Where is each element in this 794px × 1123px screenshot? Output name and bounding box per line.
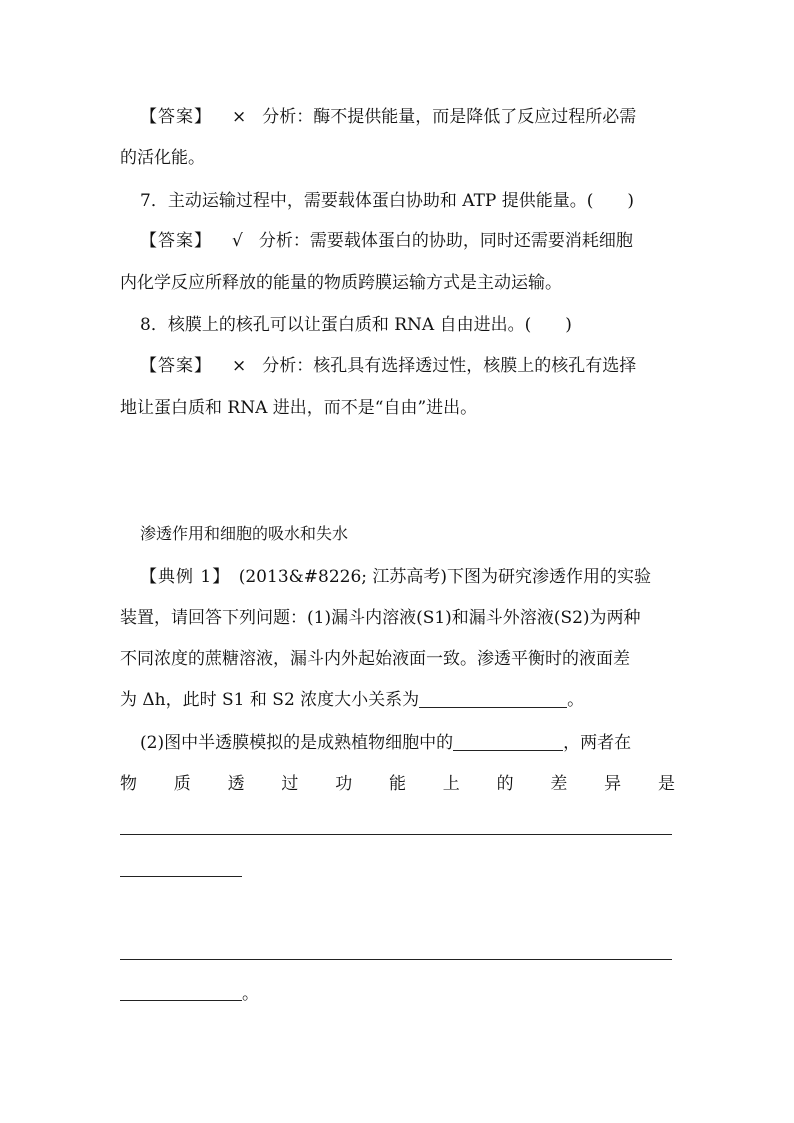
q6-answer-tag: 【答案】 xyxy=(140,107,212,127)
spread-char: 异 xyxy=(604,774,622,794)
spread-char: 的 xyxy=(496,774,514,794)
q7-answer-tag: 【答案】 xyxy=(140,231,212,251)
answer-blank-structure[interactable] xyxy=(453,732,563,751)
example-line2: 装置，请回答下列问题：(1)漏斗内溶液(S1)和漏斗外溶液(S2)为两种 xyxy=(120,608,641,628)
q6-analysis-line2: 的活化能。 xyxy=(120,148,205,168)
example-source: (2013&#8226; 江苏高考)下图为研究渗透作用的实验 xyxy=(221,567,652,587)
q8-analysis-line2: 地让蛋白质和 RNA 进出，而不是“自由”进出。 xyxy=(120,398,478,418)
example-line1 xyxy=(140,565,700,589)
q6-cross-mark: × xyxy=(232,107,247,127)
end-period: 。 xyxy=(242,984,259,1004)
q7-question: 7．主动运输过程中，需要载体蛋白协助和 ATP 提供能量。( ) xyxy=(140,191,635,211)
example-spread-line xyxy=(120,772,675,796)
q8-cross-mark: × xyxy=(232,356,247,376)
example-q2-prefix: (2)图中半透膜模拟的是成熟植物细胞中的 xyxy=(140,733,454,753)
q8-answer-line xyxy=(140,354,700,378)
q7-answer-line xyxy=(140,229,700,253)
q8-answer-tag: 【答案】 xyxy=(140,356,212,376)
example-line4-suffix: 。 xyxy=(567,690,585,710)
example-line4-prefix: 为 Δh，此时 S1 和 S2 浓度大小关系为 xyxy=(120,690,420,710)
example-q2-suffix: ，两者在 xyxy=(563,733,632,753)
spread-char: 过 xyxy=(281,774,299,794)
spread-char: 能 xyxy=(388,774,406,794)
section-title: 渗透作用和细胞的吸水和失水 xyxy=(140,524,349,543)
example-tag: 【典例 1】 xyxy=(140,567,222,587)
spread-char: 质 xyxy=(173,774,191,794)
answer-rule-4[interactable] xyxy=(120,1000,242,1001)
q6-answer-line xyxy=(140,105,700,129)
q7-analysis-part1: 分析：需要载体蛋白的协助，同时还需要消耗细胞 xyxy=(258,231,633,251)
example-q2-line xyxy=(140,731,700,755)
answer-blank-concentration[interactable] xyxy=(419,689,567,708)
spread-char: 物 xyxy=(120,774,137,794)
spread-char: 功 xyxy=(335,774,353,794)
q7-check-mark: √ xyxy=(232,231,243,251)
example-line3: 不同浓度的蔗糖溶液，漏斗内外起始液面一致。渗透平衡时的液面差 xyxy=(120,649,630,669)
spread-char: 上 xyxy=(442,774,460,794)
example-line4 xyxy=(120,688,680,712)
answer-rule-1[interactable] xyxy=(120,834,672,835)
spread-char: 透 xyxy=(227,774,245,794)
q6-analysis-part1: 分析：酶不提供能量，而是降低了反应过程所必需 xyxy=(262,107,637,127)
answer-rule-3[interactable] xyxy=(120,959,672,960)
q8-question: 8．核膜上的核孔可以让蛋白质和 RNA 自由进出。( ) xyxy=(140,315,572,335)
answer-rule-2[interactable] xyxy=(120,876,242,877)
q7-analysis-line2: 内化学反应所释放的能量的物质跨膜运输方式是主动运输。 xyxy=(120,273,562,293)
q8-analysis-part1: 分析：核孔具有选择透过性，核膜上的核孔有选择 xyxy=(262,356,637,376)
spread-char: 差 xyxy=(550,774,568,794)
spread-char: 是 xyxy=(657,774,675,794)
